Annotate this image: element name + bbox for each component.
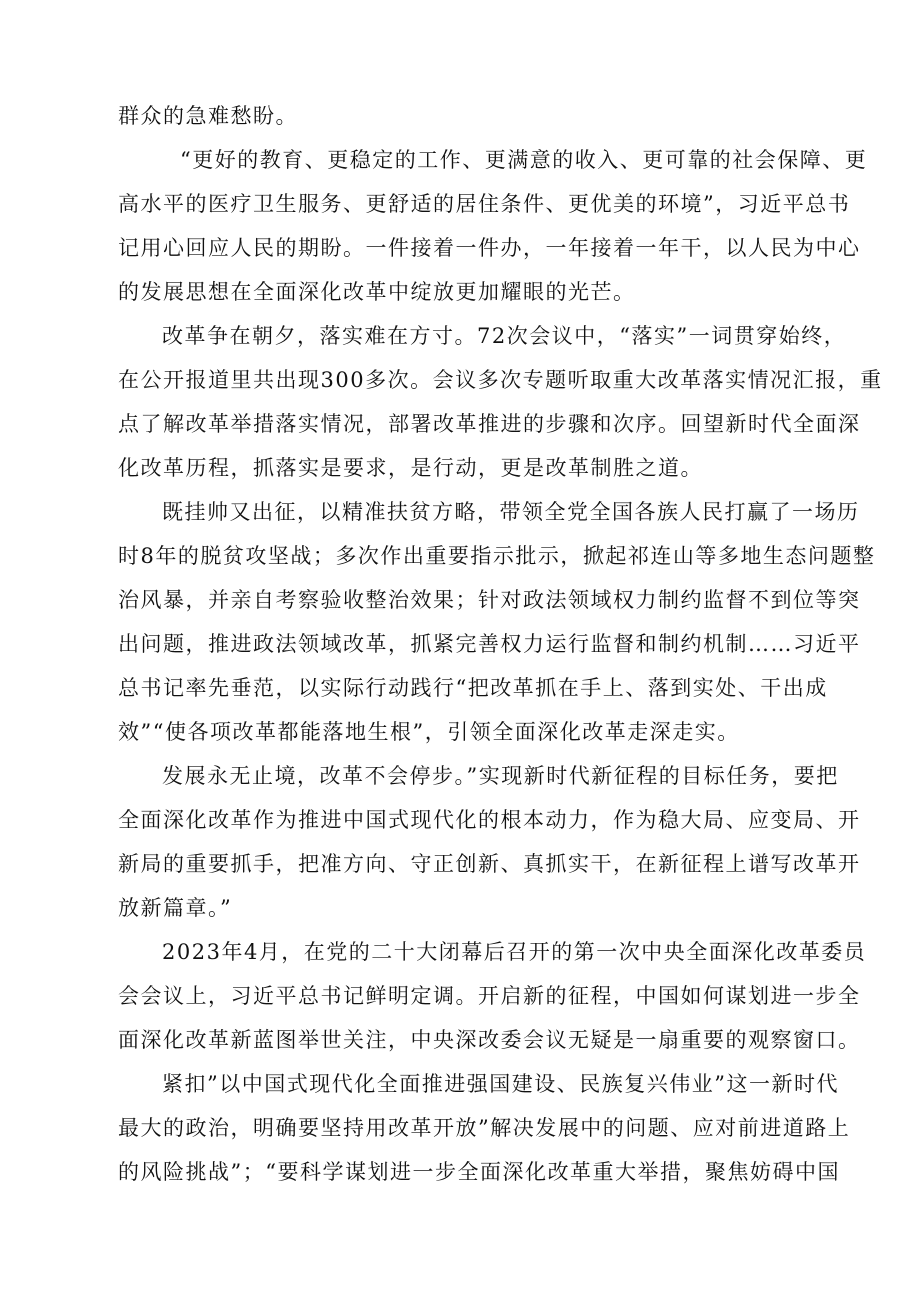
text-line: 化改革历程，抓落实是要求，是行动，更是改革制胜之道。: [118, 456, 703, 480]
text-line: 发展永无止境，改革不会停步。”实现新时代新征程的目标任务，要把: [162, 764, 839, 788]
text-line: 记用心回应人民的期盼。一件接着一件办，一年接着一年干，以人民为中心: [118, 236, 861, 260]
text-line: 改革争在朝夕，落实难在方寸。72次会议中，“落实”一词贯穿始终，: [162, 324, 847, 348]
text-line: 时8年的脱贫攻坚战；多次作出重要指示批示，掀起祁连山等多地生态问题整: [118, 544, 876, 568]
text-line: 面深化改革新蓝图举世关注，中央深改委会议无疑是一扇重要的观察窗口。: [118, 1028, 861, 1052]
text-line: 紧扣”以中国式现代化全面推进强国建设、民族复兴伟业”这一新时代: [162, 1072, 839, 1096]
text-line: 总书记率先垂范，以实际行动践行“把改革抓在手上、落到实处、干出成: [118, 676, 828, 700]
text-line: 在公开报道里共出现300多次。会议多次专题听取重大改革落实情况汇报，重: [118, 368, 883, 392]
text-line: 放新篇章。”: [118, 896, 233, 920]
text-line: 群众的急难愁盼。: [118, 104, 298, 128]
text-line: 出问题，推进政法领域改革，抓紧完善权力运行监督和制约机制……习近平: [118, 632, 861, 656]
text-line: 效”“使各项改革都能落地生根”，引领全面深化改革走深走实。: [118, 720, 740, 744]
text-line: 会会议上，习近平总书记鲜明定调。开启新的征程，中国如何谋划进一步全: [118, 984, 861, 1008]
text-line: 既挂帅又出征，以精准扶贫方略，带领全党全国各族人民打赢了一场历: [162, 500, 860, 524]
text-line: 点了解改革举措落实情况，部署改革推进的步骤和次序。回望新时代全面深: [118, 412, 861, 436]
text-line: 的发展思想在全面深化改革中绽放更加耀眼的光芒。: [118, 280, 636, 304]
text-line: 治风暴，并亲自考察验收整治效果；针对政法领域权力制约监督不到位等突: [118, 588, 861, 612]
text-line: “更好的教育、更稳定的工作、更满意的收入、更可靠的社会保障、更: [180, 148, 868, 172]
text-line: 高水平的医疗卫生服务、更舒适的居住条件、更优美的环境”，习近平总书: [118, 192, 851, 216]
text-line: 新局的重要抓手，把准方向、守正创新、真抓实干，在新征程上谱写改革开: [118, 852, 861, 876]
text-line: 全面深化改革作为推进中国式现代化的根本动力，作为稳大局、应变局、开: [118, 808, 861, 832]
text-line: 的风险挑战”；“要科学谋划进一步全面深化改革重大举措，聚焦妨碍中国: [118, 1160, 840, 1184]
text-line: 最大的政治，明确要坚持用改革开放”解决发展中的问题、应对前进道路上: [118, 1116, 851, 1140]
text-line: 2023年4月，在党的二十大闭幕后召开的第一次中央全面深化改革委员: [162, 940, 867, 964]
